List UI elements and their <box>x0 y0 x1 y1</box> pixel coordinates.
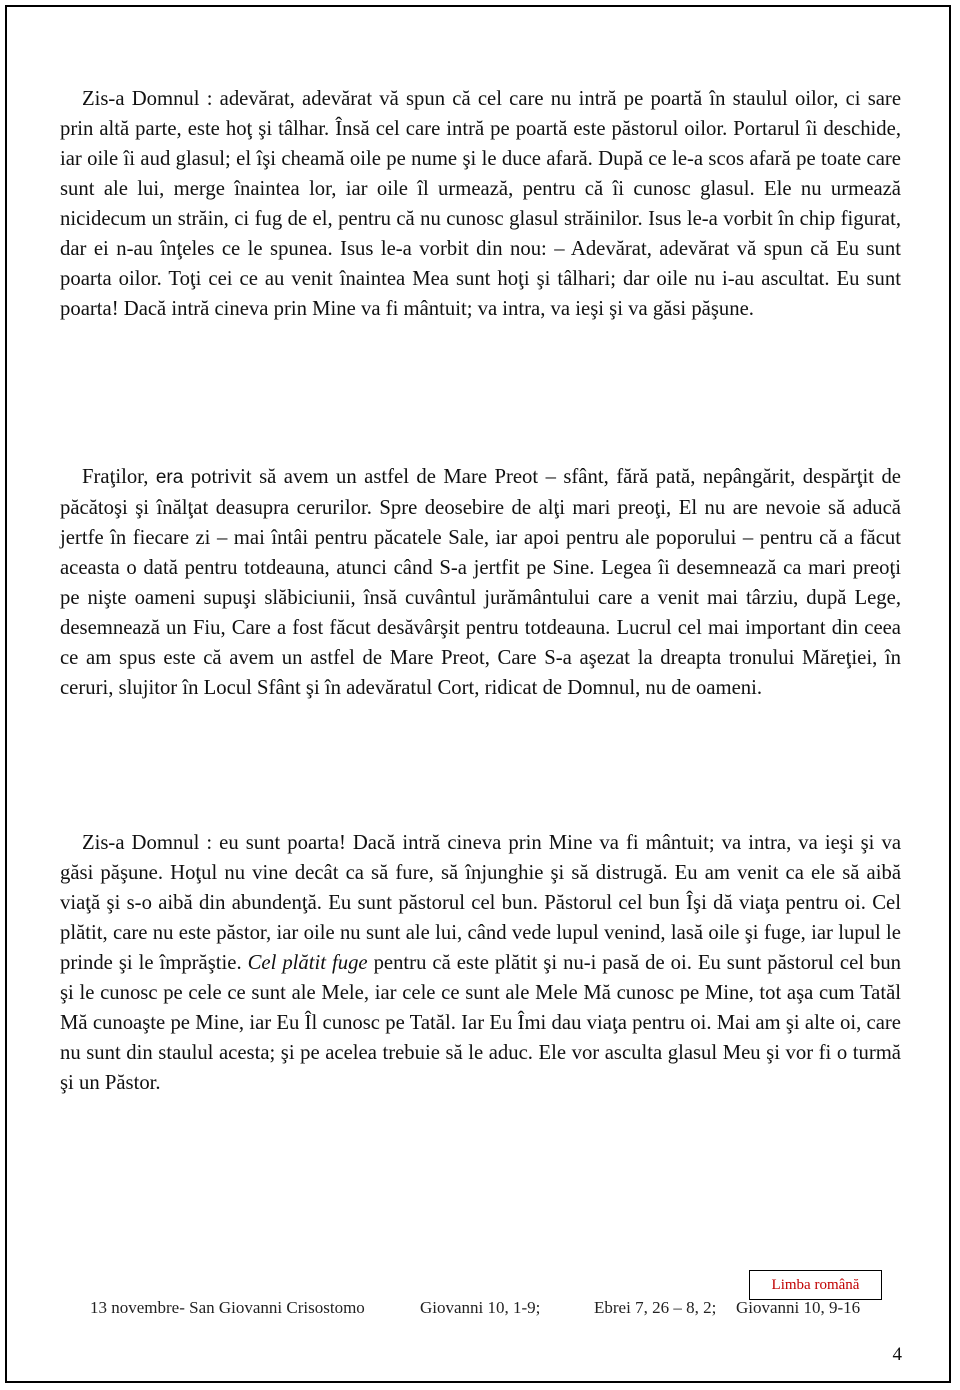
paragraph-text: Zis-a Domnul : adevărat, adevărat vă spun că cel care nu intră pe poartă în staulul oilor, ci sare prin altă parte, este hoţ şi tâlhar. Însă cel care intră pe poartă este păstorul oilor. Portarul îi deschide, iar oile îi aud glasul; el îşi cheamă oile pe nume şi le duce afară. După ce le-a scos afară pe toate care sunt ale lui, merge înaintea lor, iar oile îl urmează, pentru că îi cunosc glasul. Ele nu urmează nicidecum un străin, ci fug de el, pentru că nu cunosc glasul străinilor. Isus le-a vorbit în chip figurat, dar ei n-au înţeles ce le spunea. Isus le-a vorbit din nou: – Adevărat, adevărat vă spun că Eu sunt poarta oilor. Toţi cei ce au venit înaintea Mea sunt hoţi şi tâlhari; dar oile nu i-au ascultat. Eu sunt poarta! Dacă intră cineva prin Mine va fi mântuit; va intra, va ieşi şi va găsi păşune. <box>60 88 901 320</box>
footer-reading-2: Ebrei 7, 26 – 8, 2; <box>594 1298 717 1317</box>
paragraph-john-10-9-16 <box>60 828 901 1098</box>
page-number: 4 <box>892 1344 902 1365</box>
paragraph-text-sans: era <box>155 467 184 488</box>
paragraph-text-start: Zis-a Domnul : eu sunt poarta! Dacă intră cineva prin Mine va fi mântuit; va intra, va ieşi şi va găsi păşune. Hoţul nu vine decât ca să fure, să înjunghie şi să distrugă. Eu am venit ca ele să aibă viaţă şi s-o aibă din abundenţă. Eu sunt păstorul cel bun. Păstorul cel bun Îşi dă viaţa pentru oi. Cel plătit, care nu este păstor, iar oile nu sunt ale lui, când vede lupul venind, lasă oile şi fuge, iar lupul le prinde şi le împrăştie. <box>60 832 901 974</box>
footer-reading-1: Giovanni 10, 1-9; <box>420 1298 541 1317</box>
paragraph-hebrews-7-26 <box>60 462 901 703</box>
footer-reading-3: Giovanni 10, 9-16 <box>736 1298 861 1317</box>
paragraph-text-rest: potrivit să avem un astfel de Mare Preot – sfânt, fără pată, nepângărit, despărţit de păcătoşi şi înălţat deasupra cerurilor. Spre deosebire de alţi mari preoţi, El nu are nevoie să aducă jertfe în fiecare zi – mai întâi pentru păcatele Sale, iar apoi pentru ale poporului – pentru că a făcut aceasta o dată pentru totdeauna, atunci când S-a jertfit pe Sine. Legea îi desemnează ca mari preoţi pe nişte oameni supuşi slăbiciunii, însă cuvântul jurământului care a venit mai târziu, după Lege, desemnează un Fiu, Care a fost făcut desăvârşit pentru totdeauna. Lucrul cel mai important din ceea ce am spus este că avem un astfel de Mare Preot, Care S-a aşezat la dreapta tronului Măreţiei, în ceruri, slujitor în Locul Sfânt şi în adevăratul Cort, ridicat de Domnul, nu de oameni. <box>60 466 901 699</box>
paragraph-john-10-1-9 <box>60 84 901 324</box>
footer-date-saint: 13 novembre- San Giovanni Crisostomo <box>90 1298 365 1317</box>
paragraph-italic-text: Cel plătit fuge <box>247 952 368 974</box>
paragraph-text-start: Fraţilor, <box>82 466 156 488</box>
footer <box>90 1298 890 1324</box>
paragraph-text-rest: pentru că este plătit şi nu-i pasă de oi. Eu sunt păstorul cel bun şi le cunosc pe cele ce sunt ale Mele, iar cele ce sunt ale Mele Mă cunosc pe Mine, tot aşa cum Tatăl Mă cunoaşte pe Mine, iar Eu Îl cunosc pe Tatăl. Iar Eu Îmi dau viaţa pentru oi. Mai am şi alte oi, care nu sunt din staulul acesta; şi pe acelea trebuie să le aduc. Ele vor asculta glasul Meu şi vor fi o turmă şi un Păstor. <box>60 952 901 1094</box>
language-label: Limba română <box>749 1270 882 1300</box>
